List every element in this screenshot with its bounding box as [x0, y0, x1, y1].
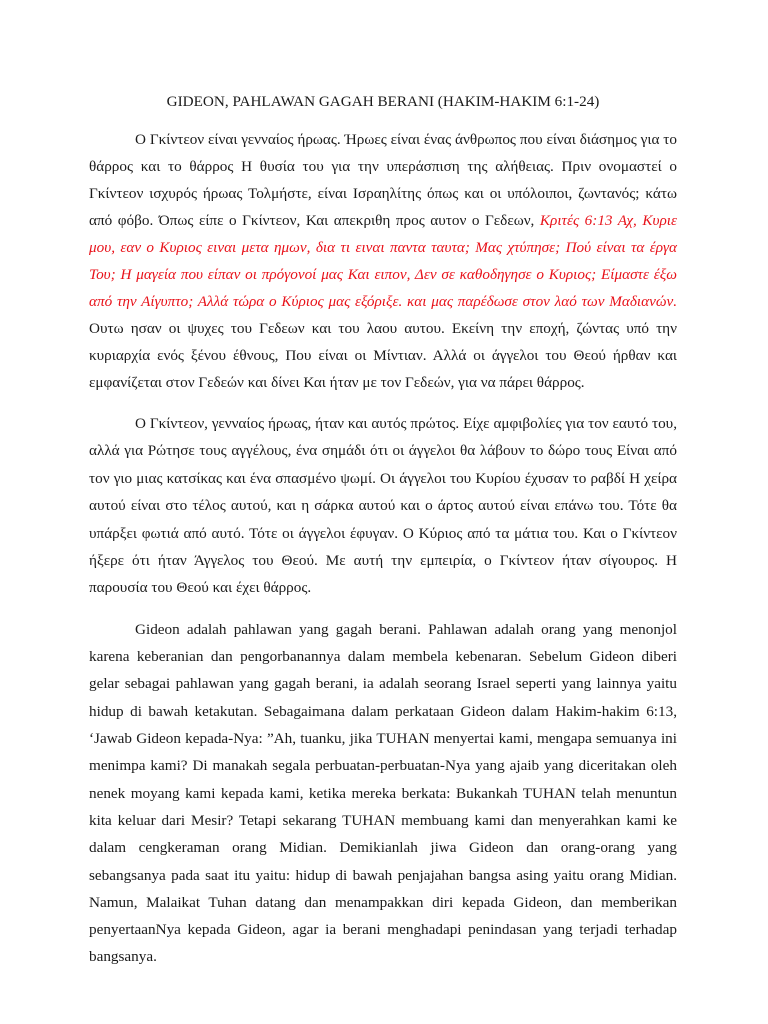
- paragraph-greek-1-outro: Ουτω ησαν οι ψυχες του Γεδεων και του λαου αυτου. Εκείνη την εποχή, ζώντας υπό την κυριαρχία ενός ξένου έθνους, Που είναι οι Μίντιαν. Αλλά οι άγγελοι του Θεού ήρθαν και εμφανίζεται στον Γεδεών και δίνει Και ήταν με τον Γεδεών, για να πάρει θάρρος.: [89, 320, 677, 391]
- document-page: [89, 92, 677, 985]
- scripture-quote-judges-6-13: Κριτές 6:13 Αχ, Κυριε μου, εαν ο Κυριος ειναι μετα ημων, δια τι ειναι παντα ταυτα; Μας χτύπησε; Πού είναι τα έργα Του; Η μαγεία που είπαν οι πρόγονοί μας Και ειπον, Δεν σε καθοδηγησε ο Κυριος; Είμαστε έξω από την Αίγυπτο; Αλλά τώρα ο Κύριος μας εξόριξε. και μας παρέδωσε στον λαό των Μαδιανών.: [89, 212, 677, 310]
- paragraph-greek-1-intro: Ο Γκίντεον είναι γενναίος ήρωας. Ήρωες είναι ένας άνθρωπος που είναι διάσημος για το θάρρος και το θάρρος Η θυσία του για την υπεράσπιση της αλήθειας. Πριν ονομαστεί ο Γκίντεον ισχυρός ήρωας Τολμήστε, είναι Ισραηλίτης όπως και οι υπόλοιποι, ζωντανός; κάτω από φόβο. Όπως είπε ο Γκίντεον, Και απεκριθη προς αυτον ο Γεδεων,: [89, 131, 677, 229]
- document-title: GIDEON, PAHLAWAN GAGAH BERANI (HAKIM-HAKIM 6:1-24): [166, 93, 600, 110]
- paragraph-greek-2: Ο Γκίντεον, γενναίος ήρωας, ήταν και αυτός πρώτος. Είχε αμφιβολίες για τον εαυτό του, αλλά για Ρώτησε τους αγγέλους, ένα σημάδι ότι οι άγγελοι θα λάβουν το δώρο τους Είναι από τον γιο μιας κατσίκας και ένα σπασμένο ψωμί. Οι άγγελοι του Κυρίου έχυσαν το ραβδί Η χείρα αυτού είναι στο τέλος αυτού, και η σάρκα αυτού και ο άρτος αυτού είναι επάνω του. Τότε θα υπάρξει φωτιά από αυτό. Τότε οι άγγελοι έφυγαν. Ο Κύριος από τα μάτια του. Και ο Γκίντεον ήξερε ότι ήταν Άγγελος του Θεού. Με αυτή την εμπειρία, ο Γκίντεον ήταν σίγουρος. Η παρουσία του Θεού και έχει θάρρος.: [89, 415, 677, 597]
- paragraph-greek-1: [89, 126, 677, 396]
- paragraph-indonesian: Gideon adalah pahlawan yang gagah berani. Pahlawan adalah orang yang menonjol karena keberanian dan pengorbanannya dalam membela kebenaran. Sebelum Gideon diberi gelar sebagai pahlawan yang gagah berani, ia adalah seorang Israel seperti yang lainnya yaitu hidup di bawah ketakutan. Sebagaimana dalam perkataan Gideon dalam Hakim-hakim 6:13, ‘Jawab Gideon kepada-Nya: ”Ah, tuanku, jika TUHAN menyertai kami, mengapa semuanya ini menimpa kami? Di manakah segala perbuatan-perbuatan-Nya yang ajaib yang diceritakan oleh nenek moyang kami kepada kami, ketika mereka berkata: Bukankah TUHAN telah menuntun kita keluar dari Mesir? Tetapi sekarang TUHAN membuang kami dan menyerahkan kami ke dalam cengkeraman orang Midian. Demikianlah jiwa Gideon dan orang-orang yang sebangsanya pada saat itu yaitu: hidup di bawah penjajahan bangsa asing yaitu orang Midian. Namun, Malaikat Tuhan datang dan menampakkan diri kepada Gideon, dan memberikan penyertaanNya kepada Gideon, agar ia berani menghadapi penindasan yang terjadi terhadap bangsanya.: [89, 620, 677, 966]
